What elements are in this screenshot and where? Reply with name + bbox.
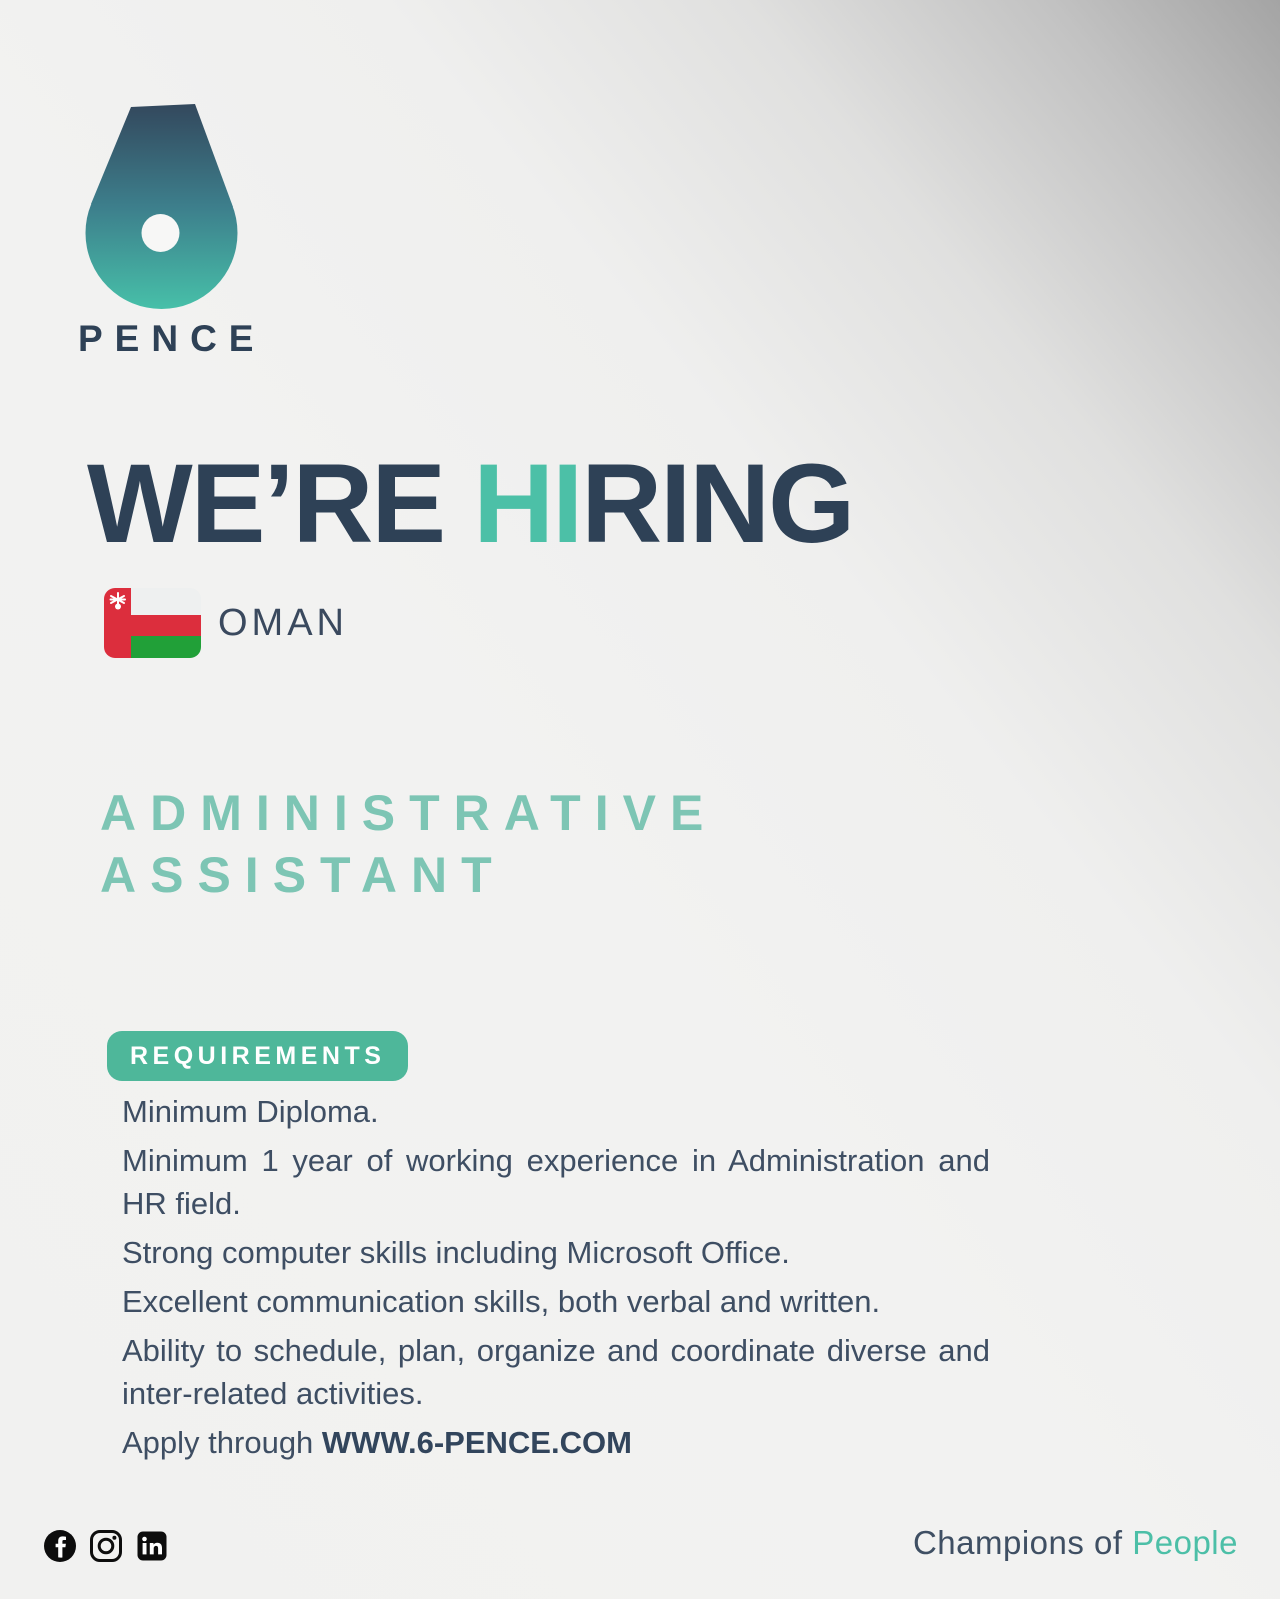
requirement-item: Strong computer skills including Microsoft Office. bbox=[122, 1235, 790, 1270]
tagline-prefix: Champions of bbox=[912, 1524, 1133, 1561]
tagline-accent: People bbox=[1132, 1524, 1238, 1561]
flag-green-stripe bbox=[131, 636, 201, 658]
logo-wordmark: PENCE bbox=[78, 318, 266, 359]
instagram-icon[interactable] bbox=[89, 1529, 123, 1563]
country-label: OMAN bbox=[218, 602, 348, 644]
social-links bbox=[43, 1529, 169, 1563]
hero-title bbox=[87, 441, 854, 566]
job-title-line1: ADMINISTRATIVE bbox=[100, 785, 718, 841]
hero-title-pre: WE’RE bbox=[87, 441, 474, 566]
apply-prefix: Apply through bbox=[122, 1425, 322, 1460]
hero-title-post: RING bbox=[581, 441, 854, 566]
job-title-line2: ASSISTANT bbox=[100, 847, 506, 903]
six-pence-logo-icon bbox=[85, 104, 238, 311]
requirement-item: Excellent communication skills, both verbal and written. bbox=[122, 1284, 881, 1319]
oman-flag-icon bbox=[104, 588, 201, 658]
requirement-item: Minimum 1 year of working experience in Administration and HR field. bbox=[122, 1143, 990, 1221]
tagline bbox=[913, 1524, 1238, 1562]
apply-url-link[interactable]: WWW.6-PENCE.COM bbox=[321, 1425, 632, 1460]
flag-red-stripe bbox=[131, 615, 201, 636]
requirements-list bbox=[122, 1090, 990, 1470]
flag-white-stripe bbox=[131, 588, 201, 615]
flag-emblem-icon bbox=[107, 591, 129, 613]
facebook-icon[interactable] bbox=[43, 1529, 77, 1563]
requirement-item: Minimum Diploma. bbox=[122, 1094, 379, 1129]
hero-title-accent: HI bbox=[473, 441, 582, 566]
apply-line bbox=[122, 1421, 990, 1464]
requirements-badge: REQUIREMENTS bbox=[107, 1031, 408, 1081]
linkedin-icon[interactable] bbox=[135, 1529, 169, 1563]
job-title bbox=[100, 782, 717, 906]
requirement-item: Ability to schedule, plan, organize and coordinate diverse and inter-related activities. bbox=[122, 1333, 990, 1411]
